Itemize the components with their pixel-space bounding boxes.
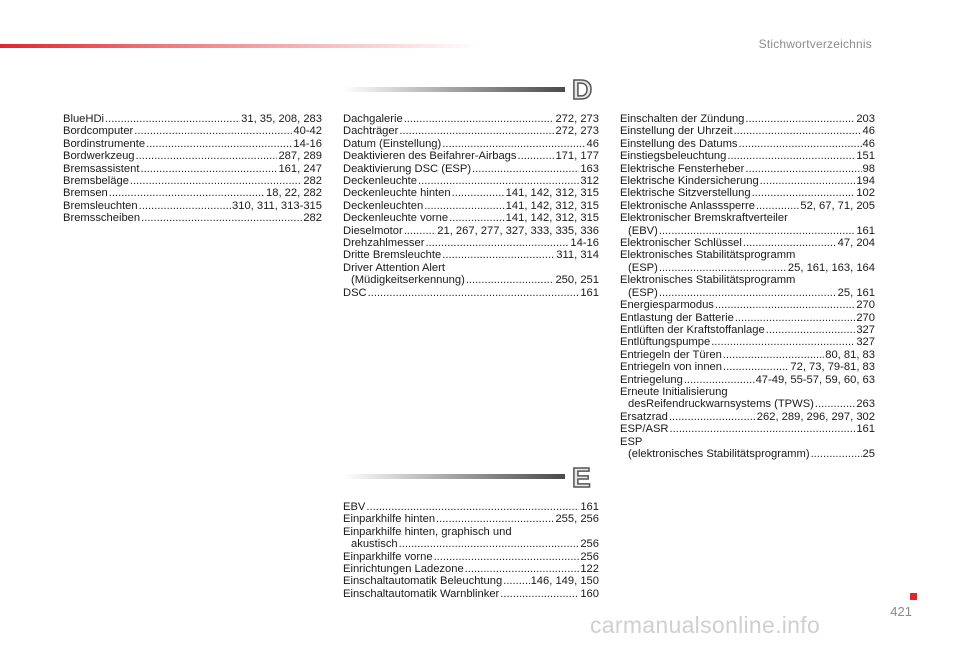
- section-d-letter: D: [572, 74, 593, 105]
- index-entry: DSC ..... 161: [343, 287, 599, 299]
- index-entry: (ESP) ..... 25, 161: [620, 287, 875, 299]
- index-entry: Entriegeln der Türen ..... 80, 81, 83: [620, 349, 875, 361]
- index-entry: Bordinstrumente ..... 14-16: [63, 138, 322, 150]
- index-entry: EBV ..... 161: [343, 501, 599, 513]
- index-entry: Elektronischer Schlüssel ..... 47, 204: [620, 237, 875, 249]
- index-entry: Dachträger ..... 272, 273: [343, 125, 599, 137]
- index-entry-heading: ESP: [620, 435, 643, 448]
- page-title: Stichwortverzeichnis: [758, 37, 872, 51]
- watermark: carmanualsonline.info: [590, 612, 821, 638]
- index-entry: (ESP) ..... 25, 161, 163, 164: [620, 262, 875, 274]
- index-entry: Entlüftungspumpe ..... 327: [620, 336, 875, 348]
- index-entry: Energiesparmodus ..... 270: [620, 299, 875, 311]
- index-entry: BlueHDi ..... 31, 35, 208, 283: [63, 113, 322, 125]
- index-entry: Einstiegsbeleuchtung ..... 151: [620, 150, 875, 162]
- index-entry: Dritte Bremsleuchte ..... 311, 314: [343, 249, 599, 261]
- index-entry-heading: Elektronisches Stabilitätsprogramm: [620, 274, 796, 287]
- index-column-e: [343, 501, 599, 600]
- index-entry-heading: Einparkhilfe hinten, graphisch und: [343, 525, 512, 538]
- index-entry: Elektrische Fensterheber ..... 98: [620, 163, 875, 175]
- index-entry: Einparkhilfe hinten ..... 255, 256: [343, 513, 599, 525]
- header-accent-bar: [0, 44, 480, 48]
- index-entry: Einschaltautomatik Warnblinker ..... 160: [343, 588, 599, 600]
- index-entry: Bordcomputer ..... 40-42: [63, 125, 322, 137]
- index-entry: Datum (Einstellung) ..... 46: [343, 138, 599, 150]
- index-entry: ESP/ASR ..... 161: [620, 423, 875, 435]
- index-entry: Bremsassistent ..... 161, 247: [63, 163, 322, 175]
- page-number: 421: [890, 604, 912, 619]
- index-entry-heading: Elektronisches Stabilitätsprogramm: [620, 249, 796, 262]
- index-column-e-cont: [620, 113, 875, 460]
- index-entry: Ersatzrad ..... 262, 289, 296, 297, 302: [620, 411, 875, 423]
- index-entry-heading: Driver Attention Alert: [343, 261, 445, 274]
- index-entry: Einrichtungen Ladezone ..... 122: [343, 563, 599, 575]
- index-entry: Entriegelung ..... 47-49, 55-57, 59, 60, 63: [620, 374, 875, 386]
- index-entry: Bremsen ..... 18, 22, 282: [63, 187, 322, 199]
- index-entry: Entlüften der Kraftstoffanlage ..... 327: [620, 324, 875, 336]
- index-entry: Einstellung des Datums ..... 46: [620, 138, 875, 150]
- index-entry: Elektrische Kindersicherung ..... 194: [620, 175, 875, 187]
- index-entry: Einparkhilfe vorne ..... 256: [343, 551, 599, 563]
- index-entry: Elektronische Anlasssperre ..... 52, 67, 71, 205: [620, 200, 875, 212]
- index-entry: Deckenleuchte vorne ..... 141, 142, 312, 315: [343, 212, 599, 224]
- index-entry: Drehzahlmesser ..... 14-16: [343, 237, 599, 249]
- index-entry: (elektronisches Stabilitätsprogramm) ..... 25: [620, 448, 875, 460]
- index-entry-heading: Elektronischer Bremskraftverteiler: [620, 212, 788, 225]
- index-entry: Deaktivierung DSC (ESP) ..... 163: [343, 163, 599, 175]
- index-entry: Dachgalerie ..... 272, 273: [343, 113, 599, 125]
- section-d-bar: [343, 87, 565, 92]
- index-column-d: [343, 113, 599, 299]
- index-entry: Entlastung der Batterie ..... 270: [620, 312, 875, 324]
- index-entry: Bremsscheiben ..... 282: [63, 212, 322, 224]
- index-entry: desReifendruckwarnsystems (TPWS) ..... 263: [620, 398, 875, 410]
- index-entry: Einschalten der Zündung ..... 203: [620, 113, 875, 125]
- index-entry: Entriegeln von innen ..... 72, 73, 79-81, 83: [620, 361, 875, 373]
- index-entry: Deaktivieren des Beifahrer-Airbags ..... 171, 177: [343, 150, 599, 162]
- index-entry: Bremsbeläge ..... 282: [63, 175, 322, 187]
- index-entry: Einschaltautomatik Beleuchtung ..... 146, 149, 150: [343, 575, 599, 587]
- index-entry: Deckenleuchte ..... 312: [343, 175, 599, 187]
- index-entry: Bremsleuchten ..... 310, 311, 313-315: [63, 200, 322, 212]
- index-entry: Einstellung der Uhrzeit ..... 46: [620, 125, 875, 137]
- index-entry: Bordwerkzeug ..... 287, 289: [63, 150, 322, 162]
- section-e-bar: [343, 474, 565, 479]
- index-column-b: [63, 113, 322, 225]
- index-entry-heading: Erneute Initialisierung: [620, 385, 728, 398]
- index-entry: (Müdigkeitserkennung) ..... 250, 251: [343, 274, 599, 286]
- index-entry: Deckenleuchten ..... 141, 142, 312, 315: [343, 200, 599, 212]
- index-entry: akustisch ..... 256: [343, 538, 599, 550]
- section-e-letter: E: [572, 462, 591, 493]
- page-marker: [910, 593, 917, 600]
- index-entry: Elektrische Sitzverstellung ..... 102: [620, 187, 875, 199]
- index-entry: Dieselmotor ..... 21, 267, 277, 327, 333, 335, 336: [343, 225, 599, 237]
- index-entry: (EBV) ..... 161: [620, 225, 875, 237]
- index-entry: Deckenleuchte hinten ..... 141, 142, 312, 315: [343, 187, 599, 199]
